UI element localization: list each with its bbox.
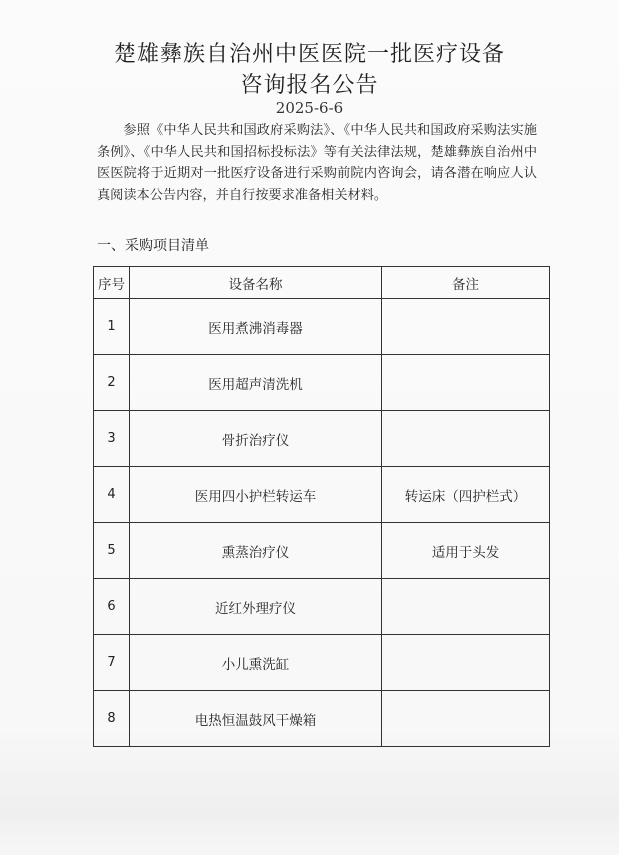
row-device-name: 医用煮沸消毒器 <box>130 299 382 355</box>
row-number: 5 <box>94 523 130 579</box>
row-number: 8 <box>94 691 130 747</box>
table-row <box>94 411 550 467</box>
row-note: 转运床（四护栏式） <box>382 467 550 523</box>
row-device-name: 近红外理疗仪 <box>130 579 382 635</box>
table-row <box>94 691 550 747</box>
row-number: 4 <box>94 467 130 523</box>
table-row <box>94 635 550 691</box>
table-row <box>94 579 550 635</box>
table-row <box>94 299 550 355</box>
row-note <box>382 691 550 747</box>
row-number: 1 <box>94 299 130 355</box>
row-number: 3 <box>94 411 130 467</box>
row-device-name: 小儿熏洗缸 <box>130 635 382 691</box>
row-device-name: 医用超声清洗机 <box>130 355 382 411</box>
row-device-name: 熏蒸治疗仪 <box>130 523 382 579</box>
row-number: 7 <box>94 635 130 691</box>
document-date: 2025-6-6 <box>275 99 344 117</box>
row-number: 2 <box>94 355 130 411</box>
header-device-name: 设备名称 <box>130 267 382 299</box>
row-note <box>382 579 550 635</box>
header-note: 备注 <box>382 267 550 299</box>
document-title-line1: 楚雄彝族自治州中医医院一批医疗设备 <box>113 42 505 67</box>
row-note <box>382 355 550 411</box>
row-number: 6 <box>94 579 130 635</box>
section-heading-procurement-list: 一、采购项目清单 <box>97 238 209 254</box>
procurement-items-table <box>93 266 550 747</box>
table-row <box>94 467 550 523</box>
row-note <box>382 411 550 467</box>
row-note <box>382 635 550 691</box>
table-header-row <box>94 267 550 299</box>
document-title-line2: 咨询报名公告 <box>240 73 379 98</box>
intro-paragraph: 参照《中华人民共和国政府采购法》、《中华人民共和国政府采购法实施条例》、《中华人民共和国招标投标法》等有关法律法规，楚雄彝族自治州中医医院将于近期对一批医疗设备进行采购前院内咨询会，请各潜在响应人认真阅读本公告内容，并自行按要求准备相关材料。 <box>97 123 537 203</box>
row-device-name: 骨折治疗仪 <box>130 411 382 467</box>
row-device-name: 电热恒温鼓风干燥箱 <box>130 691 382 747</box>
header-no: 序号 <box>94 267 130 299</box>
row-note <box>382 299 550 355</box>
table-row <box>94 523 550 579</box>
row-note: 适用于头发 <box>382 523 550 579</box>
row-device-name: 医用四小护栏转运车 <box>130 467 382 523</box>
table-row <box>94 355 550 411</box>
